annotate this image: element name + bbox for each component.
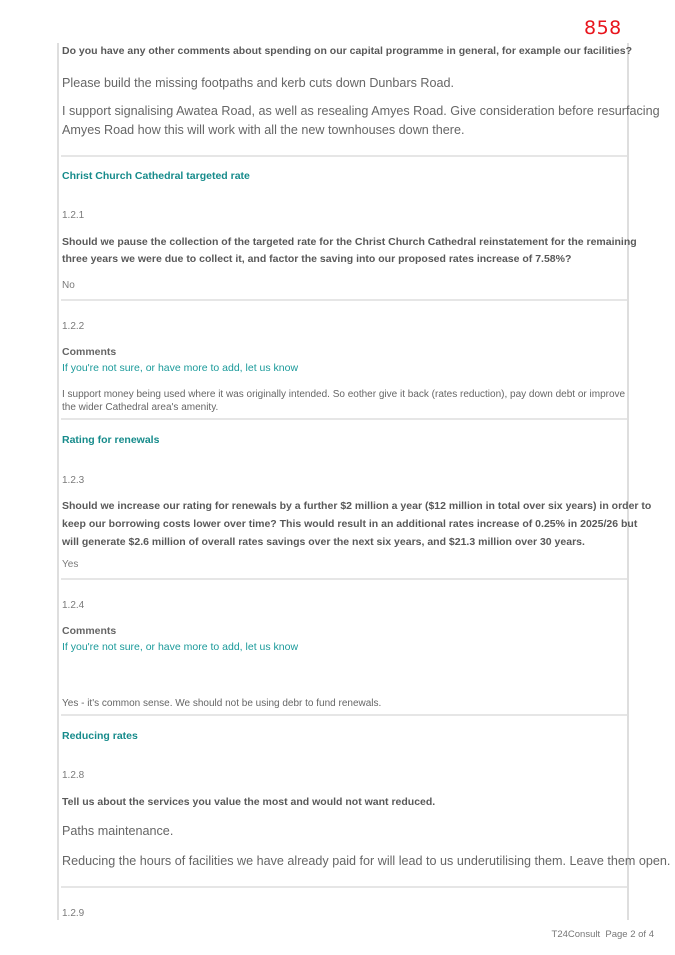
question-number-1-2-8: 1.2.8 xyxy=(62,770,85,781)
page-stamp-number: 858 xyxy=(584,17,622,39)
answer-1-2-3: Yes xyxy=(62,559,79,570)
capital-answer-1: Please build the missing footpaths and kerb cuts down Dunbars Road. xyxy=(62,76,455,90)
divider xyxy=(61,418,627,420)
question-number-1-2-1: 1.2.1 xyxy=(62,210,85,221)
question-number-1-2-3: 1.2.3 xyxy=(62,475,85,486)
section-title-renewals: Rating for renewals xyxy=(62,434,160,446)
capital-answer-2-line-2: Amyes Road how this will work with all the new townhouses down there. xyxy=(62,123,465,137)
question-1-2-3-line-3: will generate $2.6 million of overall rates savings over the next six years, and $21.3 million over 30 years. xyxy=(62,536,585,548)
page-footer xyxy=(552,929,654,940)
question-1-2-3-line-1: Should we increase our rating for renewals by a further $2 million a year ($12 million in total over six years) in order to xyxy=(62,500,652,512)
question-number-1-2-4: 1.2.4 xyxy=(62,600,85,611)
footer-page-indicator: Page 2 of 4 xyxy=(605,929,654,940)
comments-hint-1-2-4: If you're not sure, or have more to add, let us know xyxy=(62,641,299,653)
answer-1-2-4: Yes - it's common sense. We should not be using debr to fund renewals. xyxy=(62,698,382,709)
capital-question: Do you have any other comments about spending on our capital programme in general, for example our facilities? xyxy=(62,45,633,57)
divider xyxy=(61,155,627,157)
divider xyxy=(61,578,627,580)
answer-1-2-2-line-2: the wider Cathedral area's amenity. xyxy=(62,402,219,413)
comments-hint-1-2-2: If you're not sure, or have more to add, let us know xyxy=(62,362,299,374)
question-1-2-3-line-2: keep our borrowing costs lower over time? This would result in an additional rates increase of 0.25% in 2025/26 but xyxy=(62,518,638,530)
divider xyxy=(61,299,627,301)
comments-label-1-2-4: Comments xyxy=(62,625,117,637)
comments-label-1-2-2: Comments xyxy=(62,346,117,358)
divider xyxy=(61,714,627,716)
answer-1-2-8-1: Paths maintenance. xyxy=(62,824,174,838)
capital-answer-2-line-1: I support signalising Awatea Road, as well as resealing Amyes Road. Give consideration before resurfacing xyxy=(62,104,660,118)
answer-1-2-2-line-1: I support money being used where it was originally intended. So eother give it back (rates reduction), pay down debt or improve xyxy=(62,389,626,400)
question-number-1-2-9: 1.2.9 xyxy=(62,908,85,919)
question-1-2-1-line-2: three years we were due to collect it, and factor the saving into our proposed rates increase of 7.58%? xyxy=(62,253,572,265)
section-title-cathedral: Christ Church Cathedral targeted rate xyxy=(62,170,250,182)
section-title-reducing-rates: Reducing rates xyxy=(62,730,138,742)
divider xyxy=(61,886,627,888)
footer-brand: T24Consult xyxy=(551,929,601,940)
answer-1-2-8-2: Reducing the hours of facilities we have already paid for will lead to us underutilising them. Leave them open. xyxy=(62,854,671,868)
question-1-2-1-line-1: Should we pause the collection of the targeted rate for the Christ Church Cathedral reinstatement for the remaining xyxy=(62,236,637,248)
question-number-1-2-2: 1.2.2 xyxy=(62,321,85,332)
question-1-2-8: Tell us about the services you value the most and would not want reduced. xyxy=(62,796,436,808)
answer-1-2-1: No xyxy=(62,280,75,291)
